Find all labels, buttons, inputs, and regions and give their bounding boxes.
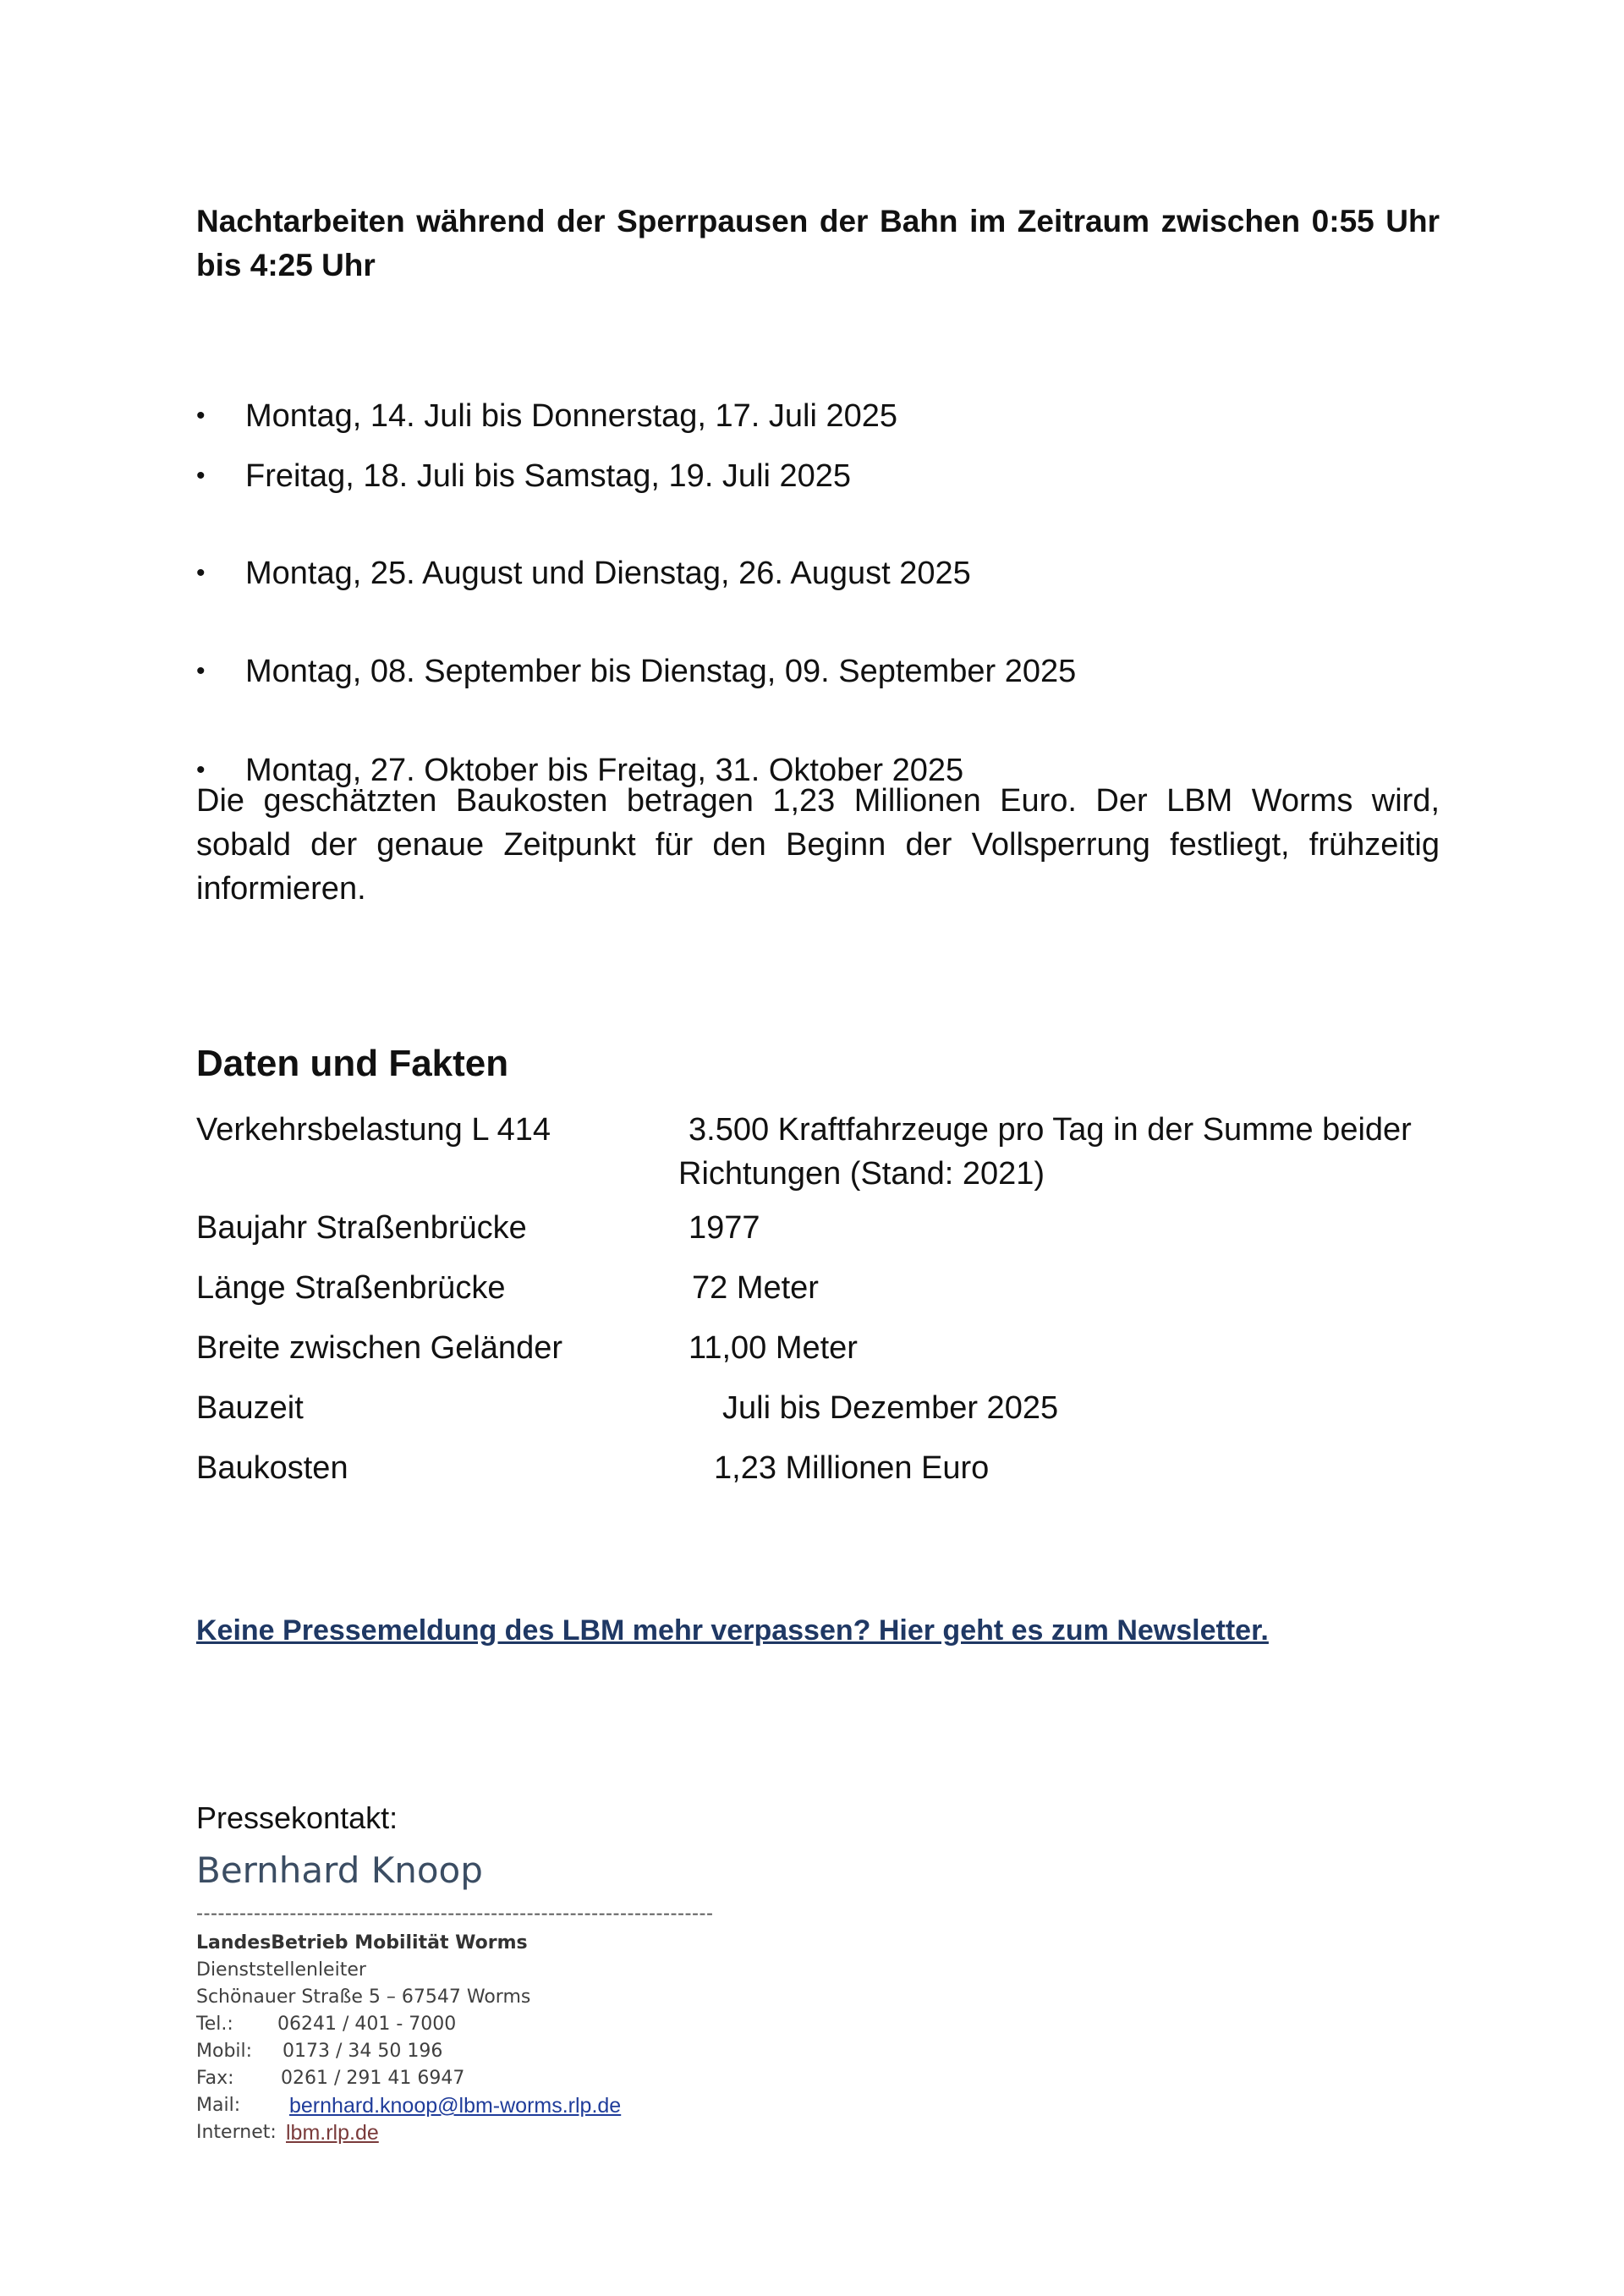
fact-value: Juli bis Dezember 2025 (722, 1390, 1059, 1426)
night-works-date-list (196, 288, 1440, 788)
fact-label: Länge Straßenbrücke (196, 1270, 506, 1306)
fact-label: Breite zwischen Geländer (196, 1330, 562, 1366)
fact-value: 11,00 Meter (689, 1330, 858, 1366)
mobile-value: 0173 / 34 50 196 (283, 2041, 443, 2062)
fact-label: Verkehrsbelastung L 414 (196, 1112, 551, 1148)
phone-value: 06241 / 401 - 7000 (277, 2014, 457, 2035)
page-content (196, 200, 1440, 2145)
fact-value: 3.500 Kraftfahrzeuge pro Tag in der Summe beider Richtungen (Stand: 2021) (678, 1112, 1412, 1192)
date-entry: Freitag, 18. Juli bis Samstag, 19. Juli 2025 (245, 458, 852, 494)
date-entry: Montag, 14. Juli bis Donnerstag, 17. Juli 2025 (245, 398, 898, 434)
fax-label: Fax: (196, 2068, 234, 2089)
newsletter-link[interactable]: Keine Pressemeldung des LBM mehr verpassen? Hier geht es zum Newsletter. (196, 1614, 1269, 1647)
bullet-icon: • (196, 657, 206, 685)
internet-link[interactable]: lbm.rlp.de (286, 2121, 379, 2145)
date-entry: Montag, 27. Oktober bis Freitag, 31. Oktober 2025 (245, 753, 964, 788)
signature-divider: ------------------------------------------------------------------------ (196, 1902, 714, 1925)
address-text: Schönauer Straße 5 – 67547 Worms (196, 1986, 531, 2008)
bullet-icon: • (196, 559, 206, 587)
fact-value: 1,23 Millionen Euro (714, 1450, 990, 1486)
press-contact-label: Pressekontakt: (196, 1800, 398, 1835)
fact-label: Bauzeit (196, 1390, 304, 1426)
fact-label: Baukosten (196, 1450, 348, 1486)
date-entry: Montag, 25. August und Dienstag, 26. August 2025 (245, 556, 971, 591)
fact-value: 1977 (689, 1210, 760, 1246)
night-works-heading: Nachtarbeiten während der Sperrpausen der Bahn im Zeitraum zwischen 0:55 Uhr bis 4:25 Uhr (196, 204, 1440, 282)
mail-link[interactable]: bernhard.knoop@lbm-worms.rlp.de (289, 2094, 622, 2118)
fact-value: 72 Meter (692, 1270, 819, 1306)
internet-label: Internet: (196, 2122, 277, 2143)
organization-name: LandesBetrieb Mobilität Worms (196, 1932, 528, 1954)
date-entry: Montag, 08. September bis Dienstag, 09. September 2025 (245, 654, 1077, 689)
signature-name: Bernhard Knoop (196, 1849, 483, 1891)
bullet-icon: • (196, 402, 206, 430)
cost-paragraph: Die geschätzten Baukosten betragen 1,23 Millionen Euro. Der LBM Worms wird, sobald der genaue Zeitpunkt für den Beginn der Vollsperrung festliegt, frühzeitig informieren. (196, 783, 1440, 907)
mail-label: Mail: (196, 2095, 241, 2116)
bullet-icon: • (196, 462, 206, 490)
bullet-icon: • (196, 756, 206, 784)
mobile-label: Mobil: (196, 2041, 253, 2062)
fact-label: Baujahr Straßenbrücke (196, 1210, 527, 1246)
phone-label: Tel.: (196, 2014, 233, 2035)
fax-value: 0261 / 291 41 6947 (281, 2068, 465, 2089)
role-text: Dienststellenleiter (196, 1959, 366, 1981)
facts-heading: Daten und Fakten (196, 1043, 509, 1084)
